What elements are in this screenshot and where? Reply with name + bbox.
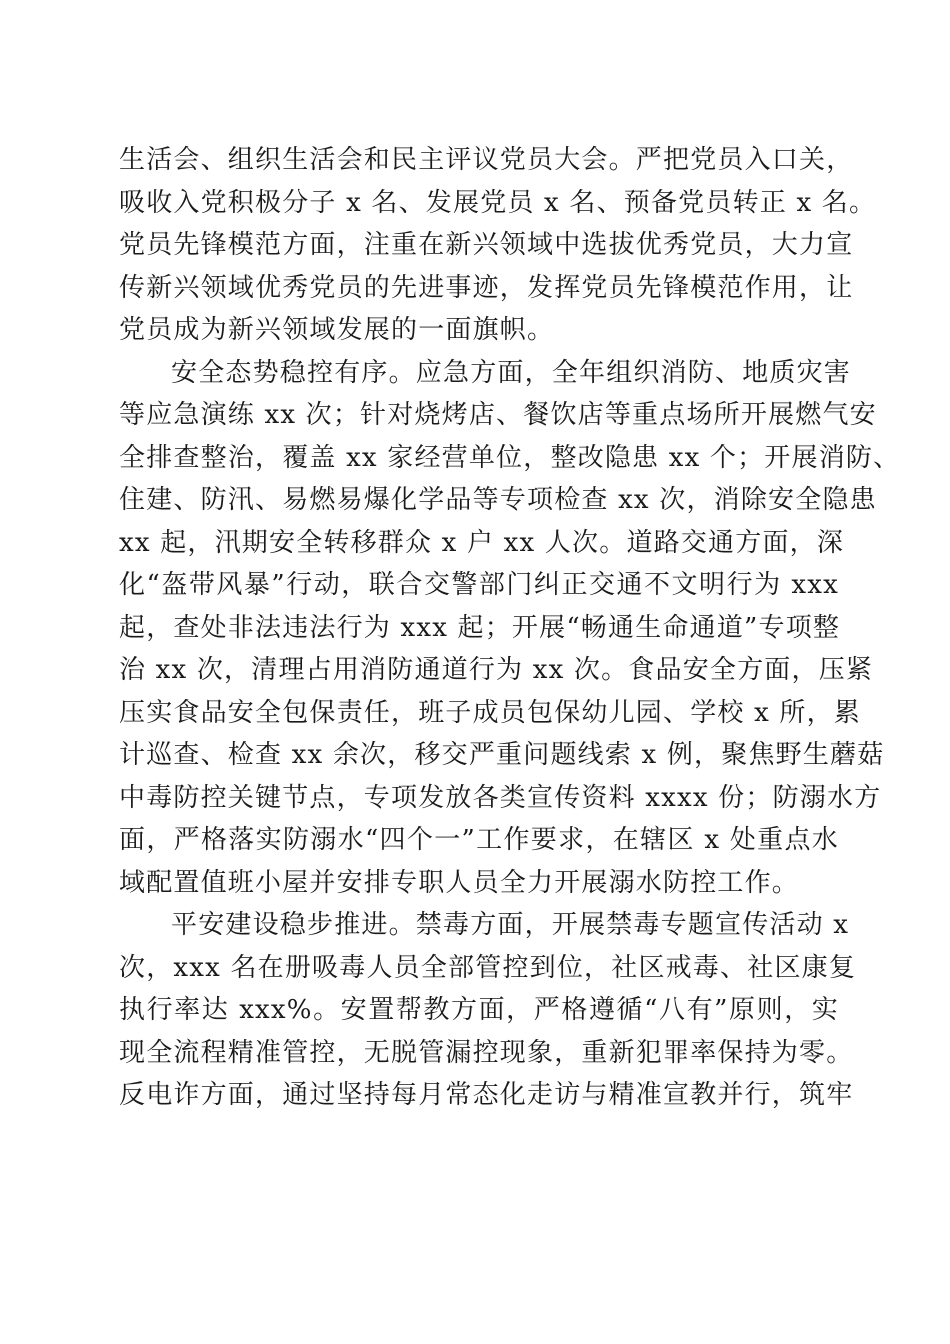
text-line: 面，严格落实防溺水“四个一”工作要求，在辖区 x 处重点水 <box>119 825 839 855</box>
paragraph-safety <box>119 352 901 905</box>
text-line: 治 xx 次，清理占用消防通道行为 xx 次。食品安全方面，压紧 <box>119 655 874 685</box>
text-line: 现全流程精准管控，无脱管漏控现象，重新犯罪率保持为零。 <box>119 1037 854 1068</box>
document-body <box>119 139 901 1117</box>
text-line: 执行率达 xxx%。安置帮教方面，严格遵循“八有”原则，实 <box>119 995 839 1025</box>
text-line: 吸收入党积极分子 x 名、发展党员 x 名、预备党员转正 x 名。 <box>119 187 877 218</box>
text-line: 化“盔带风暴”行动，联合交警部门纠正交通不文明行为 xxx <box>119 570 839 600</box>
text-line: 中毒防控关键节点，专项发放各类宣传资料 xxxx 份；防溺水方 <box>119 782 882 813</box>
text-line: 传新兴领域优秀党员的先进事迹，发挥党员先锋模范作用，让 <box>119 272 854 303</box>
paragraph-peace-building <box>119 904 857 1117</box>
text-line: xx 起，汛期安全转移群众 x 户 xx 人次。道路交通方面，深 <box>119 527 845 558</box>
text-line: 等应急演练 xx 次；针对烧烤店、餐饮店等重点场所开展燃气安 <box>119 400 877 430</box>
text-line: 党员成为新兴领域发展的一面旗帜。 <box>119 315 555 345</box>
text-line: 压实食品安全包保责任，班子成员包保幼儿园、学校 x 所，累 <box>119 697 861 728</box>
text-line: 党员先锋模范方面，注重在新兴领域中选拔优秀党员，大力宣 <box>119 230 854 260</box>
text-line: 生活会、组织生活会和民主评议党员大会。严把党员入口关， <box>119 145 854 175</box>
text-line: 次，xxx 名在册吸毒人员全部管控到位，社区戒毒、社区康复 <box>119 952 857 983</box>
text-line: 全排查整治，覆盖 xx 家经营单位，整改隐患 xx 个；开展消防、 <box>119 442 901 473</box>
text-line: 起，查处非法违法行为 xxx 起；开展“畅通生命通道”专项整 <box>119 612 841 643</box>
text-line: 住建、防汛、易燃易爆化学品等专项检查 xx 次，消除安全隐患 <box>119 485 877 515</box>
text-line: 反电诈方面，通过坚持每月常态化走访与精准宣教并行，筑牢 <box>119 1080 854 1110</box>
text-line: 计巡查、检查 xx 余次，移交严重问题线索 x 例，聚焦野生蘑菇 <box>119 740 885 770</box>
paragraph-party-members <box>119 139 877 352</box>
text-line: 平安建设稳步推进。禁毒方面，开展禁毒专题宣传活动 x <box>171 910 850 940</box>
text-line: 域配置值班小屋并安排专职人员全力开展溺水防控工作。 <box>119 867 800 898</box>
text-line: 安全态势稳控有序。应急方面，全年组织消防、地质灾害 <box>171 357 852 388</box>
